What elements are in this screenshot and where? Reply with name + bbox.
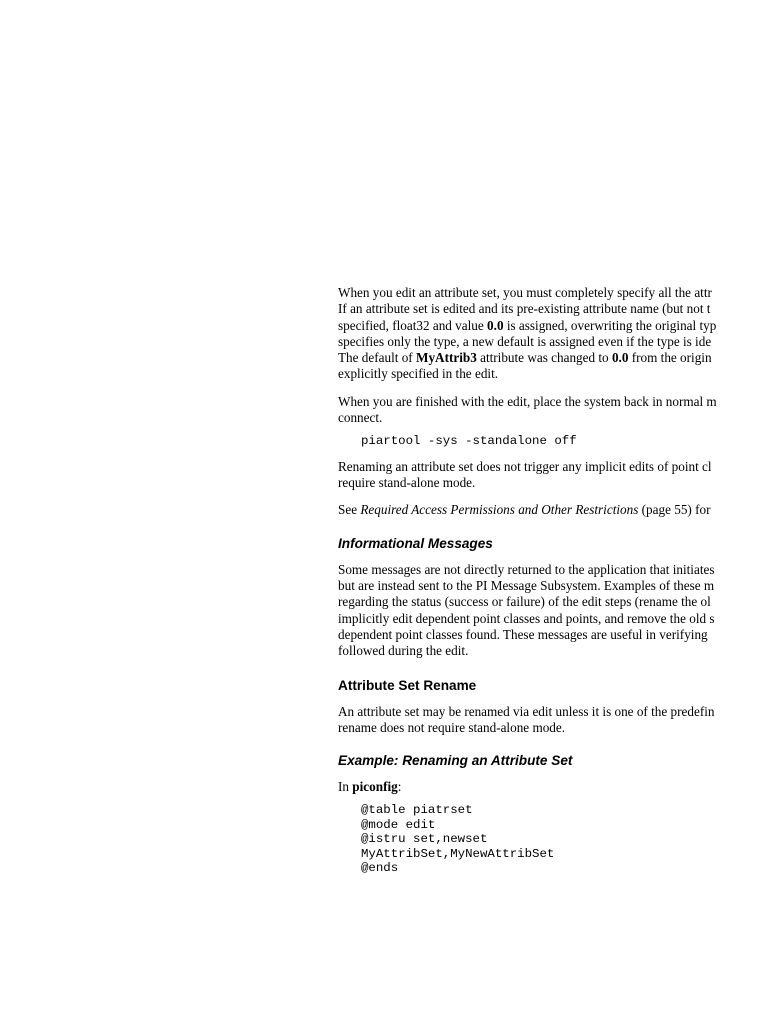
bold-text: MyAttrib3 — [416, 350, 477, 366]
paragraph — [338, 459, 768, 492]
text-run: regarding the status (success or failure) of the edit steps (rename the ol — [338, 594, 711, 610]
code-line: @mode edit — [361, 817, 436, 832]
text-run: See — [338, 502, 361, 518]
text-line — [338, 366, 768, 382]
text-line — [338, 394, 768, 410]
text-run: specified, float32 and value — [338, 317, 488, 333]
text-line — [338, 334, 768, 350]
text-run: is assigned, overwriting the original typ — [503, 317, 717, 333]
text-run: rename does not require stand-alone mode. — [338, 719, 566, 735]
document-page — [338, 285, 768, 886]
paragraph — [338, 562, 768, 660]
code-line: MyAttribSet,MyNewAttribSet — [361, 846, 555, 861]
text-run: When you edit an attribute set, you must completely specify all the attr — [338, 285, 712, 300]
code-line: @table piatrset — [361, 803, 473, 818]
text-line — [338, 627, 768, 643]
text-run: When you are finished with the edit, place the system back in normal m — [338, 393, 717, 409]
text-line — [338, 318, 768, 334]
bold-text: piconfig — [352, 779, 398, 795]
text-run: : — [397, 779, 402, 795]
text-run: explicitly specified in the edit. — [338, 366, 499, 382]
text-run: (page 55) for — [638, 502, 711, 518]
paragraph — [338, 394, 768, 427]
text-line — [338, 475, 768, 491]
code-line: piartool -sys -standalone off — [361, 434, 577, 449]
code-line: @ends — [361, 861, 399, 876]
text-line — [338, 643, 768, 659]
text-line — [338, 301, 768, 317]
text-run: In — [338, 779, 353, 795]
italic-text: Required Access Permissions and Other Restrictions — [360, 502, 639, 518]
text-run: Renaming an attribute set does not trigger any implicit edits of point cl — [338, 458, 712, 474]
code-block — [361, 803, 768, 876]
text-run: The default of — [338, 350, 416, 366]
text-run: attribute was changed to — [476, 350, 612, 366]
text-run: connect. — [338, 410, 383, 426]
text-line — [338, 410, 768, 426]
text-line — [338, 779, 768, 795]
text-line — [338, 350, 768, 366]
text-run: implicitly edit dependent point classes and points, and remove the old s — [338, 610, 715, 626]
text-line — [338, 285, 768, 301]
bold-text: 0.0 — [611, 350, 629, 366]
code-line: @istru set,newset — [361, 832, 488, 847]
paragraph — [338, 502, 768, 518]
text-run: require stand-alone mode. — [338, 475, 476, 491]
text-run: followed during the edit. — [338, 643, 469, 659]
code-block — [361, 434, 768, 449]
text-run: specifies only the type, a new default is assigned even if the type is ide — [338, 333, 712, 349]
bold-text: 0.0 — [487, 317, 504, 333]
text-line — [338, 562, 768, 578]
text-run: Some messages are not directly returned to the application that initiates — [338, 561, 715, 577]
text-run: dependent point classes found. These messages are useful in verifying — [338, 626, 708, 642]
text-line — [338, 578, 768, 594]
text-line — [338, 459, 768, 475]
text-line — [338, 502, 768, 518]
subsection-heading: Informational Messages — [338, 535, 493, 551]
text-line — [338, 611, 768, 627]
paragraph — [338, 704, 768, 737]
subsection-heading: Example: Renaming an Attribute Set — [338, 753, 573, 769]
text-line — [338, 704, 768, 720]
text-line — [338, 720, 768, 736]
text-line — [338, 594, 768, 610]
text-run: An attribute set may be renamed via edit unless it is one of the predefin — [338, 703, 715, 719]
paragraph — [338, 285, 768, 383]
section-heading: Attribute Set Rename — [338, 677, 477, 693]
text-run: If an attribute set is edited and its pre-existing attribute name (but not t — [338, 301, 711, 317]
text-run: from the origin — [628, 350, 712, 366]
paragraph — [338, 779, 768, 795]
text-run: but are instead sent to the PI Message Subsystem. Examples of these m — [338, 578, 715, 594]
